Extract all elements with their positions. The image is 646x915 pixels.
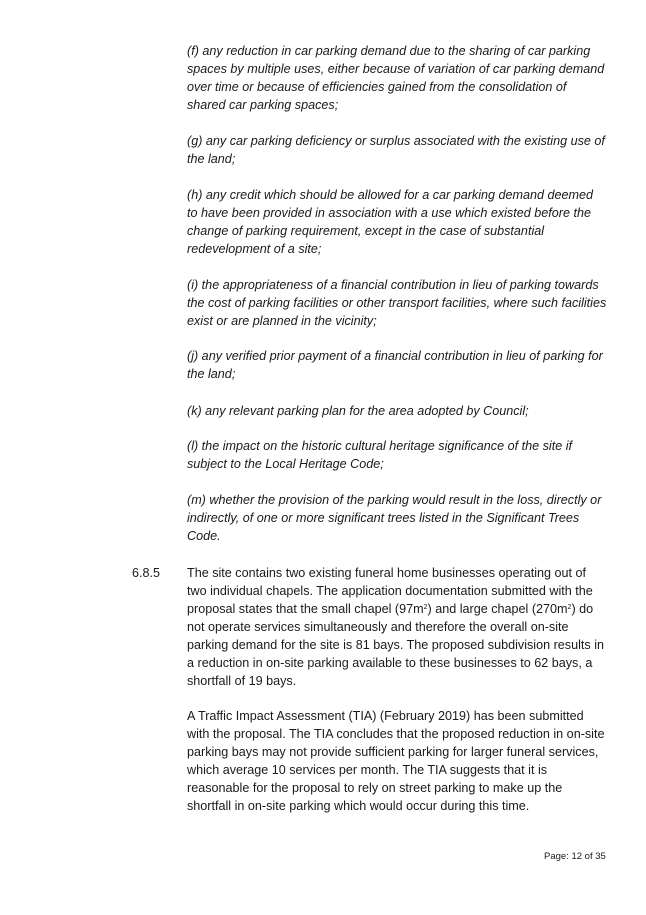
clause-g: (g) any car parking deficiency or surplus associated with the existing use of the land; bbox=[187, 134, 605, 166]
clause-i: (i) the appropriateness of a financial contribution in lieu of parking towards the cost of parking facilities or other transport facilities, where such facilities exist or are planned in the vicinity; bbox=[187, 278, 607, 328]
clause-h: (h) any credit which should be allowed for a car parking demand deemed to have been provided in association with a use which existed before the change of parking requirement, except in the case of substantial redevelopment of a site; bbox=[187, 188, 594, 256]
clause-m: (m) whether the provision of the parking would result in the loss, directly or indirectly, of one or more significant trees listed in the Significant Trees Code. bbox=[187, 493, 602, 543]
clause-f: (f) any reduction in car parking demand due to the sharing of car parking spaces by multiple uses, either because of variation of car parking demand over time or because of efficiencies gained from the consolidation of shared car parking spaces; bbox=[187, 44, 605, 112]
clause-l: (l) the impact on the historic cultural heritage significance of the site if subject to the Local Heritage Code; bbox=[187, 439, 572, 471]
para1-part-a: The site contains two existing funeral home businesses operating out of two individual chapels. The application documentation submitted with the proposal states that the small chapel (97m bbox=[187, 566, 593, 616]
para1-part-c: ) do not operate services simultaneously and therefore the overall on-site parking demand for the site is 81 bays. The proposed subdivision results in a reduction in on-site parking available to these businesses to 62 bays, a shortfall of 19 bays. bbox=[187, 602, 604, 688]
section-number: 6.8.5 bbox=[132, 566, 161, 580]
section-paragraph-1 bbox=[187, 564, 607, 690]
clause-k: (k) any relevant parking plan for the area adopted by Council; bbox=[187, 404, 529, 418]
superscript-squared: 2 bbox=[567, 604, 572, 611]
clause-j: (j) any verified prior payment of a financial contribution in lieu of parking for the land; bbox=[187, 349, 603, 381]
section-paragraph-2: A Traffic Impact Assessment (TIA) (February 2019) has been submitted with the proposal. The TIA concludes that the proposed reduction in on-site parking bays may not provide sufficient parking for larger funeral services, which average 10 services per month. The TIA suggests that it is reasonable for the proposal to rely on street parking to make up the shortfall in on-site parking which would occur during this time. bbox=[187, 709, 605, 813]
para1-part-b: ) and large chapel (270m bbox=[427, 602, 568, 616]
superscript-squared: 2 bbox=[423, 604, 428, 611]
page-number: Page: 12 of 35 bbox=[544, 851, 606, 862]
